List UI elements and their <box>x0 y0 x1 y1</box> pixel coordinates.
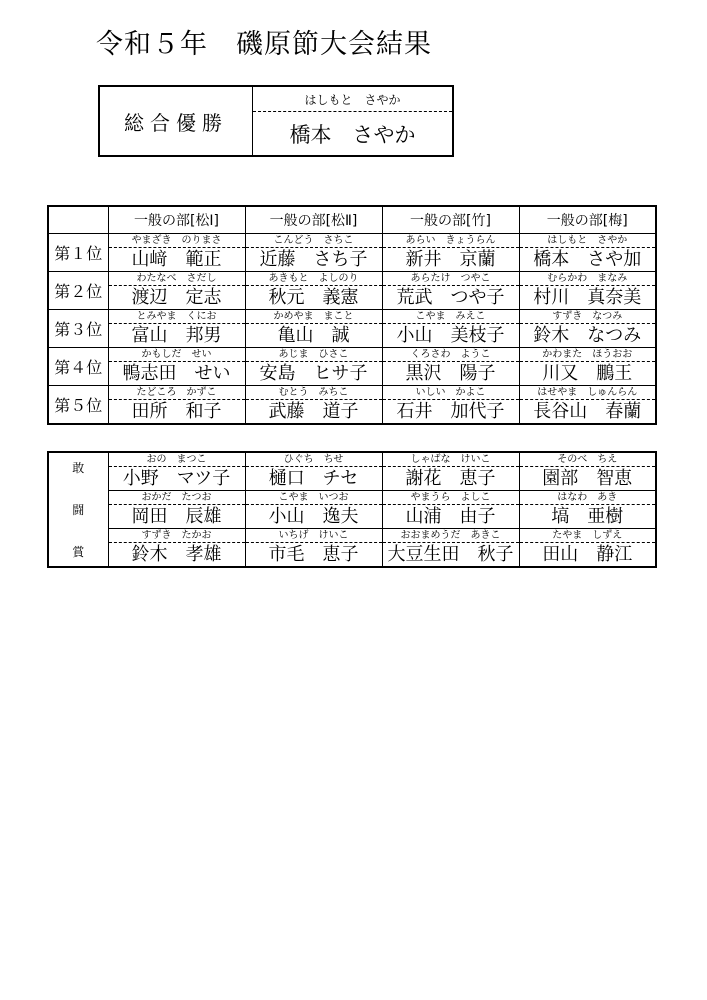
entrant-kana: はなわ あき <box>520 491 656 505</box>
entrant-name: 鈴木 なつみ <box>533 325 642 346</box>
entrant-cell <box>245 310 382 348</box>
entrant-kana: やまざき のりまさ <box>109 234 245 248</box>
overall-champion-kana: はしもと さやか <box>253 87 452 112</box>
entrant-name: 小山 逸夫 <box>268 506 359 527</box>
entrant-cell <box>108 272 245 310</box>
entrant-kana: むらかわ まなみ <box>520 272 656 286</box>
fighting-spirit-award-table <box>47 451 657 568</box>
entrant-cell <box>519 272 656 310</box>
entrant-kana: いしい かよこ <box>383 386 519 400</box>
entrant-kana: あらたけ つやこ <box>383 272 519 286</box>
entrant-cell <box>245 272 382 310</box>
entrant-cell <box>108 234 245 272</box>
rank-label: 第４位 <box>48 348 108 386</box>
entrant-name: 秋元 義憲 <box>268 287 359 308</box>
entrant-cell <box>245 234 382 272</box>
rank-label: 第１位 <box>48 234 108 272</box>
table-row <box>48 529 656 568</box>
rank-label: 第３位 <box>48 310 108 348</box>
table-row <box>48 234 656 272</box>
entrant-name: 小野 マツ子 <box>122 468 231 489</box>
award-label <box>48 452 108 567</box>
entrant-name: 小山 美枝子 <box>396 325 505 346</box>
entrant-name: 石井 加代子 <box>396 401 505 422</box>
entrant-cell <box>382 386 519 425</box>
entrant-name: 鴨志田 せい <box>122 363 231 384</box>
column-header: 一般の部[梅] <box>519 206 656 234</box>
entrant-name: 長谷山 春蘭 <box>533 401 642 422</box>
entrant-name: 山﨑 範正 <box>131 249 222 270</box>
overall-champion-name: 橋本 さやか <box>289 122 416 147</box>
ranking-table <box>47 205 657 425</box>
page-title: 令和５年 磯原節大会結果 <box>96 29 432 60</box>
entrant-cell <box>108 529 245 568</box>
entrant-name: 黒沢 陽子 <box>405 363 496 384</box>
table-row <box>48 452 656 491</box>
entrant-name: 鈴木 孝雄 <box>131 544 222 565</box>
entrant-cell <box>108 348 245 386</box>
entrant-kana: かもしだ せい <box>109 348 245 362</box>
entrant-name: 市毛 恵子 <box>268 544 359 565</box>
overall-champion-label: 総合優勝 <box>100 87 253 155</box>
entrant-name: 大豆生田 秋子 <box>387 544 514 565</box>
entrant-cell <box>519 529 656 568</box>
entrant-cell <box>245 491 382 529</box>
entrant-cell <box>382 452 519 491</box>
entrant-kana: たやま しずえ <box>520 529 656 543</box>
entrant-name: 橋本 さや加 <box>533 249 642 270</box>
entrant-kana: こんどう さちこ <box>246 234 382 248</box>
entrant-name: 園部 智恵 <box>542 468 633 489</box>
overall-champion-entry <box>253 87 452 155</box>
entrant-cell <box>108 452 245 491</box>
entrant-kana: しゃばな けいこ <box>383 453 519 467</box>
entrant-name: 山浦 由子 <box>405 506 496 527</box>
entrant-kana: こやま いつお <box>246 491 382 505</box>
entrant-name: 川又 鵬王 <box>542 363 633 384</box>
entrant-kana: やまうら よしこ <box>383 491 519 505</box>
entrant-kana: あじま ひさこ <box>246 348 382 362</box>
entrant-cell <box>245 348 382 386</box>
entrant-cell <box>108 491 245 529</box>
entrant-kana: おかだ たつお <box>109 491 245 505</box>
entrant-kana: おの まつこ <box>109 453 245 467</box>
entrant-kana: あきもと よしのり <box>246 272 382 286</box>
entrant-name: 近藤 さち子 <box>259 249 368 270</box>
entrant-cell <box>519 491 656 529</box>
table-row <box>48 348 656 386</box>
entrant-name: 村川 真奈美 <box>533 287 642 308</box>
overall-champion-box <box>98 85 454 157</box>
entrant-kana: はせやま しゅんらん <box>520 386 656 400</box>
entrant-name: 塙 亜樹 <box>551 506 624 527</box>
entrant-name: 安島 ヒサ子 <box>259 363 368 384</box>
entrant-kana: たどころ かずこ <box>109 386 245 400</box>
entrant-kana: かわまた ほうおお <box>520 348 656 362</box>
table-row <box>48 491 656 529</box>
entrant-kana: こやま みえこ <box>383 310 519 324</box>
entrant-name: 田所 和子 <box>131 401 222 422</box>
entrant-kana: わたなべ さだし <box>109 272 245 286</box>
column-header: 一般の部[松Ⅱ] <box>245 206 382 234</box>
award-label-char: 敢 <box>72 460 85 475</box>
entrant-kana: おおまめうだ あきこ <box>383 529 519 543</box>
entrant-cell <box>382 234 519 272</box>
entrant-name: 謝花 恵子 <box>405 468 496 489</box>
entrant-cell <box>382 529 519 568</box>
entrant-name: 荒武 つや子 <box>396 287 505 308</box>
entrant-name: 武藤 道子 <box>268 401 359 422</box>
table-row <box>48 310 656 348</box>
entrant-kana: はしもと さやか <box>520 234 656 248</box>
award-label-char: 賞 <box>72 544 85 559</box>
entrant-kana: すずき たかお <box>109 529 245 543</box>
entrant-cell <box>382 272 519 310</box>
award-label-char: 闘 <box>72 502 85 517</box>
rank-label: 第５位 <box>48 386 108 425</box>
entrant-kana: むとう みちこ <box>246 386 382 400</box>
entrant-kana: ひぐち ちせ <box>246 453 382 467</box>
column-header: 一般の部[松Ⅰ] <box>108 206 245 234</box>
ranking-header-row <box>48 206 656 234</box>
entrant-name: 岡田 辰雄 <box>131 506 222 527</box>
entrant-cell <box>382 491 519 529</box>
entrant-kana: とみやま くにお <box>109 310 245 324</box>
entrant-cell <box>382 348 519 386</box>
entrant-kana: あらい きょうらん <box>383 234 519 248</box>
table-row <box>48 386 656 425</box>
entrant-kana: くろさわ ようこ <box>383 348 519 362</box>
entrant-name: 渡辺 定志 <box>131 287 222 308</box>
entrant-cell <box>519 348 656 386</box>
entrant-cell <box>519 310 656 348</box>
rank-label: 第２位 <box>48 272 108 310</box>
entrant-kana: いちげ けいこ <box>246 529 382 543</box>
entrant-cell <box>519 452 656 491</box>
entrant-cell <box>519 386 656 425</box>
entrant-kana: かめやま まこと <box>246 310 382 324</box>
entrant-kana: すずき なつみ <box>520 310 656 324</box>
entrant-name: 田山 静江 <box>542 544 633 565</box>
entrant-cell <box>245 452 382 491</box>
entrant-cell <box>519 234 656 272</box>
entrant-name: 富山 邦男 <box>131 325 222 346</box>
entrant-cell <box>108 386 245 425</box>
column-header: 一般の部[竹] <box>382 206 519 234</box>
entrant-kana: そのべ ちえ <box>520 453 656 467</box>
table-row <box>48 272 656 310</box>
entrant-cell <box>382 310 519 348</box>
entrant-cell <box>245 529 382 568</box>
corner-cell <box>48 206 108 234</box>
entrant-name: 新井 京蘭 <box>405 249 496 270</box>
entrant-name: 樋口 チセ <box>268 468 359 489</box>
entrant-cell <box>108 310 245 348</box>
entrant-name: 亀山 誠 <box>277 325 350 346</box>
entrant-cell <box>245 386 382 425</box>
